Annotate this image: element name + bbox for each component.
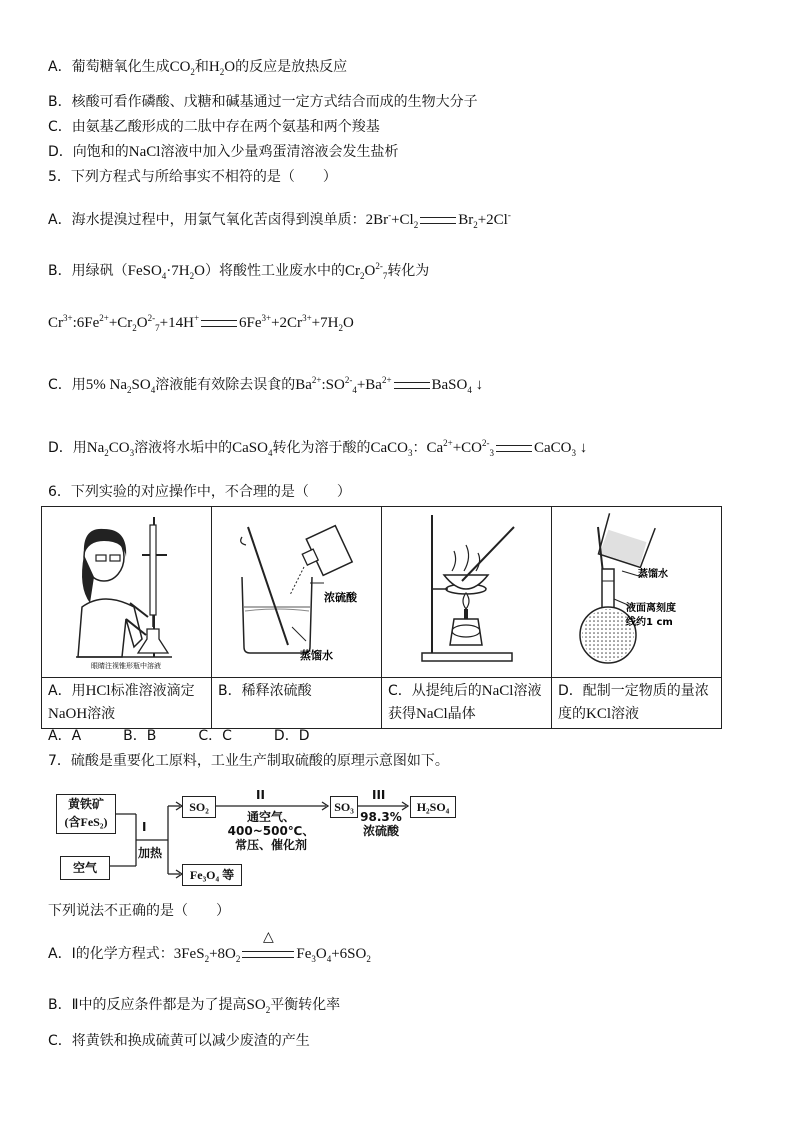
dilution-illustration bbox=[212, 507, 381, 673]
q5-option-b-equation: $Cr^{3+}:6Fe^{2+}+Cr_2O^{2-}_7+14H^+$ $6Fe^{3+}+2Cr^{3+}+7H_2O$ bbox=[48, 313, 354, 333]
equals-arrow bbox=[496, 445, 532, 452]
titration-illustration bbox=[42, 507, 211, 673]
so3-box: SO₃ bbox=[330, 796, 358, 818]
experiment-image-c bbox=[382, 507, 552, 678]
equals-arrow bbox=[394, 382, 430, 389]
experiment-caption-c: C．从提纯后的NaCl溶液获得NaCl晶体 bbox=[382, 678, 552, 729]
q5-option-c: C．用5% $Na_2SO_4$溶液能有效除去误食的$Ba^{2+}:SO^{2-}_4+Ba^{2+}$ BaSO$_4$ ↓ bbox=[48, 375, 484, 395]
image-b-label-water: 蒸馏水 bbox=[300, 649, 333, 662]
q4-option-b: B．核酸可看作磷酸、戊糖和碱基通过一定方式结合而成的生物大分子 bbox=[48, 94, 478, 110]
step-3-conditions: 98.3% 浓硫酸 bbox=[360, 810, 402, 838]
q6-stem: 6．下列实验的对应操作中，不合理的是（ ） bbox=[48, 484, 351, 500]
image-a-caption: 眼睛注视锥形瓶中溶液 bbox=[91, 662, 161, 670]
equals-arrow bbox=[420, 217, 456, 224]
experiment-image-d bbox=[552, 507, 722, 678]
q4-option-a: A．葡萄糖氧化生成$CO_2$和$H_2O$的反应是放热反应 bbox=[48, 59, 348, 77]
experiment-image-b bbox=[212, 507, 382, 678]
image-d-label-water: 蒸馏水 bbox=[638, 569, 668, 580]
evaporation-illustration bbox=[382, 507, 551, 673]
q5-option-b: B．用绿矾$(FeSO_4\cdot 7H_2O)$将酸性工业废水中的$Cr_2O^{2-}_7$转化为 bbox=[48, 261, 430, 281]
q5-stem: 5．下列方程式与所给事实不相符的是（ ） bbox=[48, 169, 337, 185]
q7-ask: 下列说法不正确的是（ ） bbox=[48, 903, 230, 919]
so2-box: SO₂ bbox=[182, 796, 216, 818]
experiment-caption-a: A．用HCl标准溶液滴定NaOH溶液 bbox=[42, 678, 212, 729]
volumetric-flask-illustration bbox=[552, 507, 721, 673]
step-2-label: II bbox=[256, 788, 265, 802]
q5-option-d: D．用$Na_2CO_3$溶液将水垢中的CaSO$_4$转化为溶于酸的CaCO$_3$：$Ca^{2+}+CO^{2-}_3$ CaCO$_3$ ↓ bbox=[48, 438, 588, 458]
q4-option-d: D．向饱和的NaCl溶液中加入少量鸡蛋清溶液会发生盐析 bbox=[48, 144, 399, 160]
experiment-caption-b: B．稀释浓硫酸 bbox=[212, 678, 382, 729]
q5-option-a: A．海水提溴过程中，用氯气氧化苦卤得到溴单质：$2Br^-+Cl_2$ $Br_2+2Cl^-$ bbox=[48, 210, 511, 230]
pyrite-box: 黄铁矿 (含FeS₂) bbox=[56, 794, 116, 834]
q7-option-b: B．Ⅱ中的反应条件都是为了提高$SO_2$平衡转化率 bbox=[48, 997, 341, 1015]
heat-symbol: △ bbox=[262, 929, 274, 945]
equals-arrow bbox=[201, 320, 237, 327]
fe3o4-box: Fe₃O₄ 等 bbox=[182, 864, 242, 886]
image-d-label-level1: 液面离刻度 bbox=[626, 603, 676, 614]
step-1-label: I bbox=[142, 820, 147, 834]
h2so4-box: H₂SO₄ bbox=[410, 796, 456, 818]
heat-label: 加热 bbox=[138, 846, 163, 860]
q7-option-a: A．Ⅰ的化学方程式：$3FeS_2+8O_2$ △ $Fe_3O_4+6SO_2$ bbox=[48, 929, 371, 964]
air-box: 空气 bbox=[60, 856, 110, 880]
experiment-caption-d: D．配制一定物质的量浓度的KCl溶液 bbox=[552, 678, 722, 729]
q7-stem: 7．硫酸是重要化工原料，工业生产制取硫酸的原理示意图如下。 bbox=[48, 753, 449, 769]
image-d-label-level2: 线约1 cm bbox=[626, 617, 673, 628]
q6-options: A．A B．B C．C D．D bbox=[48, 728, 310, 744]
equals-arrow bbox=[242, 951, 294, 958]
sulfuric-acid-flowchart bbox=[56, 784, 456, 888]
experiment-image-a bbox=[42, 507, 212, 678]
experiment-table bbox=[41, 506, 722, 729]
step-2-conditions: 通空气、 400~500℃、 常压、催化剂 bbox=[227, 810, 315, 852]
step-3-label: III bbox=[372, 788, 386, 802]
image-b-label-acid: 浓硫酸 bbox=[324, 591, 357, 604]
q4-option-c: C．由氨基乙酸形成的二肽中存在两个氨基和两个羧基 bbox=[48, 119, 380, 135]
q7-option-c: C．将黄铁和换成硫黄可以减少废渣的产生 bbox=[48, 1033, 310, 1049]
